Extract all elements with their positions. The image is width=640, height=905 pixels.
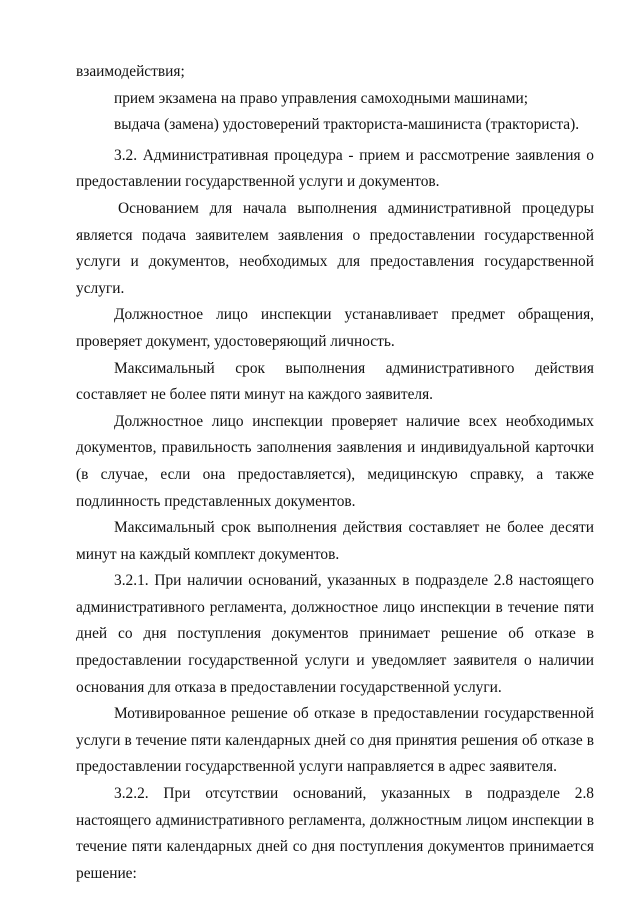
paragraph-basis: Основанием для начала выполнения административной процедуры является подача заявителем заявления о предоставлении государственной услуги и документов, необходимых для предоставления государственной услуги. [76, 199, 594, 297]
section-3-2-2: 3.2.2. При отсутствии оснований, указанных в подразделе 2.8 настоящего административного регламента, должностным лицом инспекции в течение пяти календарных дней со дня поступления документов принимается решение: [76, 785, 594, 882]
list-item-certificate: выдача (замена) удостоверений тракториста-машиниста (тракториста). [114, 116, 580, 134]
section-3-2-heading: 3.2. Административная процедура - прием и рассмотрение заявления о предоставлении государственной услуги и документов. [76, 146, 594, 191]
paragraph-reasoned-refusal: Мотивированное решение об отказе в предоставлении государственной услуги в течение пяти календарных дней со дня принятия решения об отказе в предоставлении государственной услуги направляется в адрес заявителя. [76, 705, 594, 776]
paragraph-max-time-documents: Максимальный срок выполнения действия составляет не более десяти минут на каждый комплект документов. [76, 519, 594, 563]
list-item-exam: прием экзамена на право управления самоходными машинами; [114, 89, 529, 107]
paragraph-official-checks-documents: Должностное лицо инспекции проверяет наличие всех необходимых документов, правильность заполнения заявления и индивидуальной карточки (в случае, если она предоставляется), медицинскую справку, а также подлинность представленных документов. [76, 412, 594, 510]
section-3-2-1: 3.2.1. При наличии оснований, указанных в подразделе 2.8 настоящего административного регламента, должностное лицо инспекции в течение пяти дней со дня поступления документов принимает решение об отказе в предоставлении государственной услуги и уведомляет заявителя о наличии основания для отказа в предоставлении государственной услуги. [76, 572, 594, 696]
paragraph-continuation: взаимодействия; [76, 63, 185, 80]
paragraph-official-checks-identity: Должностное лицо инспекции устанавливает предмет обращения, проверяет документ, удостоверяющий личность. [76, 306, 594, 350]
paragraph-max-time-applicant: Максимальный срок выполнения административного действия составляет не более пяти минут на каждого заявителя. [76, 359, 594, 404]
document-body [76, 59, 594, 887]
